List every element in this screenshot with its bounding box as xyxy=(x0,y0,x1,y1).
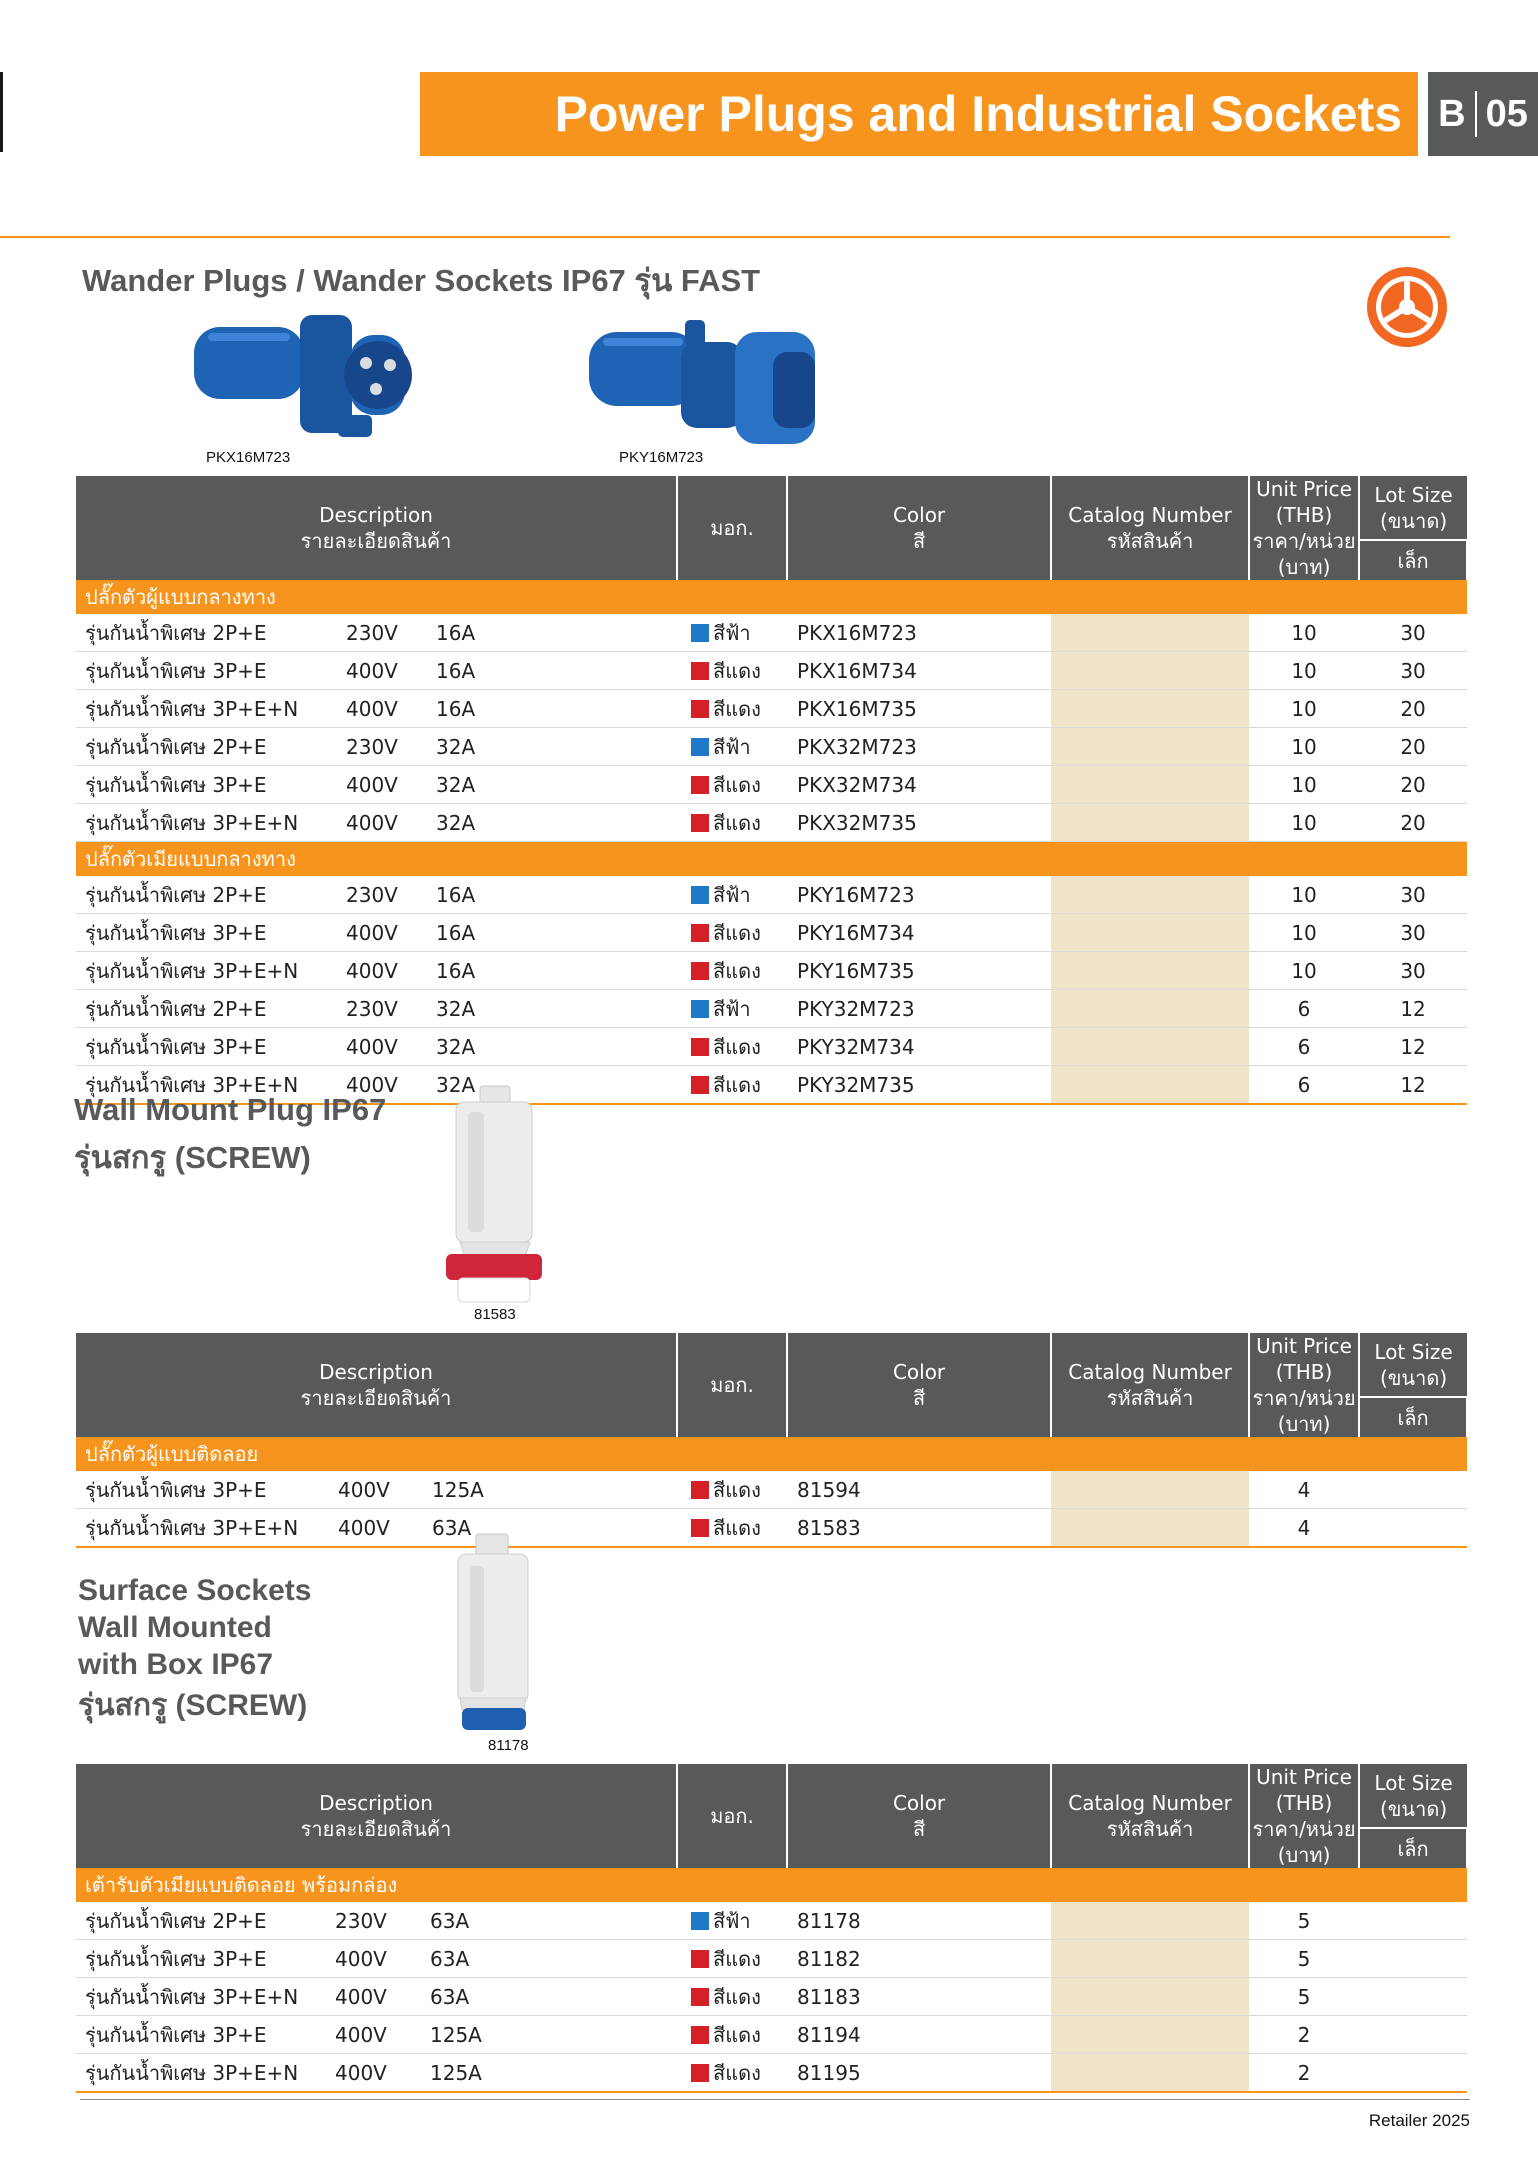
row-description: รุ่นกันน้ำพิเศษ 3P+E+N xyxy=(76,1978,335,2016)
fast-brand-logo-icon xyxy=(1365,265,1449,349)
row-lot-small: 10 xyxy=(1249,952,1359,990)
row-color xyxy=(677,952,787,990)
row-voltage: 400V xyxy=(338,1509,432,1548)
row-lot-small: 5 xyxy=(1249,1978,1359,2016)
header-rule xyxy=(0,236,1450,238)
row-catalog-number: PKX16M734 xyxy=(787,652,1051,690)
color-swatch-icon xyxy=(691,662,709,680)
color-swatch-icon xyxy=(691,1076,709,1094)
row-unit-price xyxy=(1051,990,1249,1028)
row-lot-small: 10 xyxy=(1249,652,1359,690)
category-row xyxy=(76,580,1467,614)
row-tis xyxy=(547,1028,677,1066)
row-lot-small: 10 xyxy=(1249,914,1359,952)
col-tis: มอก. xyxy=(677,476,787,580)
table-row xyxy=(76,1471,1467,1509)
row-voltage: 230V xyxy=(346,614,436,652)
image-label-81583: 81583 xyxy=(474,1306,516,1323)
row-lot-large: 30 xyxy=(1359,614,1467,652)
row-unit-price xyxy=(1051,652,1249,690)
row-color-label: สีแดง xyxy=(713,1034,761,1059)
image-label-81178: 81178 xyxy=(488,1737,529,1754)
row-lot-large xyxy=(1359,2016,1467,2054)
row-lot-large: 12 xyxy=(1359,1028,1467,1066)
row-lot-large: 20 xyxy=(1359,728,1467,766)
row-color xyxy=(677,2016,787,2054)
row-color-label: สีฟ้า xyxy=(713,734,751,759)
row-lot-small: 6 xyxy=(1249,990,1359,1028)
row-lot-large: 12 xyxy=(1359,1066,1467,1105)
row-unit-price xyxy=(1051,876,1249,914)
col-lot-small: เล็ก xyxy=(1359,1397,1467,1437)
row-unit-price xyxy=(1051,804,1249,842)
row-voltage: 400V xyxy=(346,690,436,728)
color-swatch-icon xyxy=(691,814,709,832)
row-lot-large: 20 xyxy=(1359,766,1467,804)
row-color-label: สีแดง xyxy=(713,2060,761,2085)
color-swatch-icon xyxy=(691,1481,709,1499)
row-color xyxy=(677,1028,787,1066)
row-color xyxy=(677,1471,787,1509)
row-lot-small: 10 xyxy=(1249,690,1359,728)
row-catalog-number: PKX32M723 xyxy=(787,728,1051,766)
row-color-label: สีฟ้า xyxy=(713,996,751,1021)
table-row xyxy=(76,990,1467,1028)
row-color-label: สีแดง xyxy=(713,810,761,835)
row-voltage: 230V xyxy=(346,728,436,766)
row-voltage: 400V xyxy=(346,766,436,804)
row-lot-large xyxy=(1359,1471,1467,1509)
row-lot-large xyxy=(1359,2054,1467,2093)
col-description: Description รายละเอียดสินค้า xyxy=(76,476,677,580)
row-current: 32A xyxy=(436,804,547,842)
col-catalog: Catalog Number รหัสสินค้า xyxy=(1051,1333,1249,1437)
row-lot-small: 10 xyxy=(1249,804,1359,842)
row-lot-large xyxy=(1359,1902,1467,1940)
section-title-wander: Wander Plugs / Wander Sockets IP67 รุ่น FAST xyxy=(82,263,761,298)
row-catalog-number: 81594 xyxy=(787,1471,1051,1509)
row-color xyxy=(677,876,787,914)
row-current: 125A xyxy=(430,2054,546,2093)
row-color xyxy=(677,728,787,766)
row-voltage: 400V xyxy=(346,914,436,952)
page-title-bar xyxy=(420,72,1418,156)
row-lot-large: 12 xyxy=(1359,990,1467,1028)
col-lot-size: Lot Size (ขนาด) xyxy=(1359,1764,1467,1828)
row-description: รุ่นกันน้ำพิเศษ 3P+E+N xyxy=(76,804,346,842)
table-row xyxy=(76,1978,1467,2016)
wander-plug-image xyxy=(190,305,430,450)
row-lot-small: 5 xyxy=(1249,1902,1359,1940)
row-color xyxy=(677,804,787,842)
row-tis xyxy=(546,2054,677,2093)
row-unit-price xyxy=(1051,1902,1249,1940)
row-color xyxy=(677,614,787,652)
row-catalog-number: PKX16M735 xyxy=(787,690,1051,728)
row-catalog-number: 81182 xyxy=(787,1940,1051,1978)
row-color-label: สีแดง xyxy=(713,772,761,797)
color-swatch-icon xyxy=(691,1988,709,2006)
row-description: รุ่นกันน้ำพิเศษ 3P+E+N xyxy=(76,1509,338,1548)
table-row xyxy=(76,876,1467,914)
row-color-label: สีแดง xyxy=(713,1515,761,1540)
row-tis xyxy=(547,914,677,952)
category-title: เต้ารับตัวเมียแบบติดลอย พร้อมกล่อง xyxy=(76,1868,1467,1902)
wall-mount-table: Description รายละเอียดสินค้า มอก. Color สี Catalog Number รหัสสินค้า Unit Price (THB) ราคา/หน่วย (บาท) Lot Size (ขนาด) เล็ก ใหญ่ ปลั๊กตัวผู้แบบติดลอย รุ่นกันน้ำพิเศษ 3P+E 400V 125A สีแดง 81594 4 รุ่นกันน้ำพิเศษ 3P+E+N 400V 63A สีแดง 81583 4 xyxy=(76,1333,1467,1548)
table-row xyxy=(76,652,1467,690)
row-catalog-number: PKX32M735 xyxy=(787,804,1051,842)
row-current: 32A xyxy=(436,766,547,804)
row-unit-price xyxy=(1051,690,1249,728)
row-tis xyxy=(546,1902,677,1940)
col-price: Unit Price (THB) ราคา/หน่วย (บาท) xyxy=(1249,1333,1359,1437)
row-catalog-number: PKY32M735 xyxy=(787,1066,1051,1105)
row-lot-small: 10 xyxy=(1249,766,1359,804)
row-color xyxy=(677,2054,787,2093)
row-voltage: 400V xyxy=(346,804,436,842)
section-title-line: Wall Mounted xyxy=(78,1611,272,1644)
col-lot-size: Lot Size (ขนาด) xyxy=(1359,1333,1467,1397)
row-color-label: สีแดง xyxy=(713,958,761,983)
color-swatch-icon xyxy=(691,2026,709,2044)
color-swatch-icon xyxy=(691,1519,709,1537)
row-tis xyxy=(547,652,677,690)
chapter-tab xyxy=(1428,72,1538,156)
col-lot-size: Lot Size (ขนาด) xyxy=(1359,476,1467,540)
row-voltage: 400V xyxy=(346,652,436,690)
row-catalog-number: 81583 xyxy=(787,1509,1051,1548)
color-swatch-icon xyxy=(691,776,709,794)
color-swatch-icon xyxy=(691,1000,709,1018)
row-lot-large: 30 xyxy=(1359,652,1467,690)
row-unit-price xyxy=(1051,2016,1249,2054)
row-unit-price xyxy=(1051,1066,1249,1105)
section-title-wall-mount xyxy=(74,1092,386,1182)
table-row xyxy=(76,728,1467,766)
section-title-line: Surface Sockets xyxy=(78,1574,312,1607)
col-lot-small: เล็ก xyxy=(1359,1828,1467,1868)
row-color-label: สีแดง xyxy=(713,658,761,683)
row-lot-small: 4 xyxy=(1249,1509,1359,1548)
row-lot-large: 30 xyxy=(1359,952,1467,990)
row-unit-price xyxy=(1051,1509,1249,1548)
row-tis xyxy=(546,2016,677,2054)
table-row xyxy=(76,914,1467,952)
row-voltage: 400V xyxy=(335,1940,430,1978)
row-catalog-number: PKY16M723 xyxy=(787,876,1051,914)
row-current: 16A xyxy=(436,614,547,652)
row-catalog-number: 81178 xyxy=(787,1902,1051,1940)
row-lot-large: 30 xyxy=(1359,876,1467,914)
row-voltage: 400V xyxy=(335,2016,430,2054)
color-swatch-icon xyxy=(691,886,709,904)
row-color-label: สีแดง xyxy=(713,1946,761,1971)
row-description: รุ่นกันน้ำพิเศษ 3P+E+N xyxy=(76,952,346,990)
row-color-label: สีฟ้า xyxy=(713,1908,751,1933)
row-color xyxy=(677,690,787,728)
row-lot-small: 6 xyxy=(1249,1028,1359,1066)
row-voltage: 400V xyxy=(346,1066,436,1105)
row-lot-small: 10 xyxy=(1249,728,1359,766)
row-description: รุ่นกันน้ำพิเศษ 2P+E xyxy=(76,990,346,1028)
row-current: 125A xyxy=(432,1471,547,1509)
page-title: Power Plugs and Industrial Sockets xyxy=(554,86,1402,142)
col-color: Color สี xyxy=(787,1764,1051,1868)
col-catalog: Catalog Number รหัสสินค้า xyxy=(1051,1764,1249,1868)
col-color: Color สี xyxy=(787,476,1051,580)
row-tis xyxy=(546,1978,677,2016)
table-row xyxy=(76,766,1467,804)
footer-text: Retailer 2025 xyxy=(1368,2111,1470,2130)
table-row xyxy=(76,804,1467,842)
row-current: 32A xyxy=(436,1028,547,1066)
row-description: รุ่นกันน้ำพิเศษ 3P+E+N xyxy=(76,2054,335,2093)
section-title-line: Wall Mount Plug IP67 xyxy=(74,1092,387,1127)
row-lot-large xyxy=(1359,1978,1467,2016)
row-unit-price xyxy=(1051,1028,1249,1066)
row-color-label: สีแดง xyxy=(713,1984,761,2009)
col-price: Unit Price (THB) ราคา/หน่วย (บาท) xyxy=(1249,1764,1359,1868)
row-current: 16A xyxy=(436,952,547,990)
row-current: 32A xyxy=(436,990,547,1028)
row-current: 63A xyxy=(430,1902,546,1940)
row-current: 16A xyxy=(436,876,547,914)
row-lot-small: 2 xyxy=(1249,2016,1359,2054)
row-lot-large xyxy=(1359,1940,1467,1978)
row-color-label: สีแดง xyxy=(713,2022,761,2047)
row-catalog-number: 81183 xyxy=(787,1978,1051,2016)
row-tis xyxy=(547,690,677,728)
table-row xyxy=(76,2016,1467,2054)
row-color-label: สีแดง xyxy=(713,696,761,721)
row-color-label: สีแดง xyxy=(713,920,761,945)
chapter-letter: B xyxy=(1438,92,1466,135)
row-lot-small: 4 xyxy=(1249,1471,1359,1509)
col-description: Description รายละเอียดสินค้า xyxy=(76,1333,677,1437)
row-description: รุ่นกันน้ำพิเศษ 3P+E xyxy=(76,914,346,952)
row-color xyxy=(677,1902,787,1940)
row-unit-price xyxy=(1051,1978,1249,2016)
color-swatch-icon xyxy=(691,962,709,980)
row-catalog-number: PKX16M723 xyxy=(787,614,1051,652)
row-unit-price xyxy=(1051,914,1249,952)
row-lot-large: 30 xyxy=(1359,914,1467,952)
row-description: รุ่นกันน้ำพิเศษ 2P+E xyxy=(76,728,346,766)
color-swatch-icon xyxy=(691,738,709,756)
col-tis: มอก. xyxy=(677,1764,787,1868)
row-tis xyxy=(547,876,677,914)
table-row xyxy=(76,1902,1467,1940)
row-current: 32A xyxy=(436,1066,547,1105)
col-tis: มอก. xyxy=(677,1333,787,1437)
row-current: 125A xyxy=(430,2016,546,2054)
row-voltage: 400V xyxy=(338,1471,432,1509)
row-unit-price xyxy=(1051,728,1249,766)
category-row xyxy=(76,1868,1467,1902)
surface-socket-table: Description รายละเอียดสินค้า มอก. Color สี Catalog Number รหัสสินค้า Unit Price (THB) ราคา/หน่วย (บาท) Lot Size (ขนาด) เล็ก ใหญ่ เต้ารับตัวเมียแบบติดลอย พร้อมกล่อง รุ่นกันน้ำพิเศษ 2P+E 230V 63A สีฟ้า 81178 5 รุ่นกันน้ำพิเศษ 3P+E 400V 63A สีแดง 81182 5 รุ่นกันน้ำพิเศษ 3P+E+N 400V 63A สีแดง 81183 5 รุ่นกันน้ำพิเศษ 3P+E 400V 125A สีแดง 81194 2 รุ่นกันน้ำพิเศษ 3P+E+N 400V 125A สีแดง 81195 2 xyxy=(76,1764,1467,2093)
row-current: 63A xyxy=(430,1978,546,2016)
row-description: รุ่นกันน้ำพิเศษ 3P+E xyxy=(76,652,346,690)
row-tis xyxy=(547,990,677,1028)
col-description: Description รายละเอียดสินค้า xyxy=(76,1764,677,1868)
color-swatch-icon xyxy=(691,624,709,642)
row-lot-large xyxy=(1359,1509,1467,1548)
color-swatch-icon xyxy=(691,1038,709,1056)
chapter-number: 05 xyxy=(1485,92,1528,135)
row-description: รุ่นกันน้ำพิเศษ 2P+E xyxy=(76,1902,335,1940)
row-color xyxy=(677,766,787,804)
row-voltage: 230V xyxy=(346,990,436,1028)
row-current: 16A xyxy=(436,690,547,728)
row-current: 32A xyxy=(436,728,547,766)
row-tis xyxy=(547,766,677,804)
row-unit-price xyxy=(1051,952,1249,990)
row-color-label: สีฟ้า xyxy=(713,882,751,907)
col-lot-small: เล็ก xyxy=(1359,540,1467,580)
table-row xyxy=(76,614,1467,652)
row-description: รุ่นกันน้ำพิเศษ 3P+E xyxy=(76,1028,346,1066)
row-description: รุ่นกันน้ำพิเศษ 3P+E xyxy=(76,766,346,804)
table-row xyxy=(76,690,1467,728)
row-lot-large: 20 xyxy=(1359,690,1467,728)
table-row xyxy=(76,952,1467,990)
row-catalog-number: PKY32M734 xyxy=(787,1028,1051,1066)
row-voltage: 230V xyxy=(335,1902,430,1940)
row-unit-price xyxy=(1051,2054,1249,2093)
footer-rule xyxy=(80,2099,1470,2100)
category-row xyxy=(76,842,1467,877)
row-tis xyxy=(547,1471,677,1509)
row-current: 63A xyxy=(430,1940,546,1978)
section-title-line: with Box IP67 xyxy=(78,1648,274,1681)
row-tis xyxy=(547,804,677,842)
table-row xyxy=(76,2054,1467,2093)
section-title-surface-sockets xyxy=(78,1572,311,1724)
row-tis xyxy=(547,728,677,766)
category-title: ปลั๊กตัวเมียแบบกลางทาง xyxy=(76,842,1467,877)
row-lot-large: 20 xyxy=(1359,804,1467,842)
col-catalog: Catalog Number รหัสสินค้า xyxy=(1051,476,1249,580)
row-tis xyxy=(547,614,677,652)
wall-mount-plug-image xyxy=(420,1082,590,1307)
table-row xyxy=(76,1940,1467,1978)
section-title-line: รุ่นสกรู (SCREW) xyxy=(78,1689,308,1722)
row-color xyxy=(677,652,787,690)
row-description: รุ่นกันน้ำพิเศษ 3P+E+N xyxy=(76,1066,346,1105)
row-tis xyxy=(546,1940,677,1978)
category-title: ปลั๊กตัวผู้แบบติดลอย xyxy=(76,1437,1467,1471)
row-tis xyxy=(547,952,677,990)
image-label-pky: PKY16M723 xyxy=(619,449,704,466)
row-description: รุ่นกันน้ำพิเศษ 2P+E xyxy=(76,876,346,914)
row-color xyxy=(677,1940,787,1978)
row-catalog-number: PKY16M735 xyxy=(787,952,1051,990)
table-row xyxy=(76,1509,1467,1548)
row-color xyxy=(677,1509,787,1548)
left-edge-mark xyxy=(0,72,3,152)
row-color-label: สีแดง xyxy=(713,1072,761,1097)
color-swatch-icon xyxy=(691,924,709,942)
wander-table: Description รายละเอียดสินค้า มอก. Color สี Catalog Number รหัสสินค้า Unit Price (THB) ราคา/หน่วย (บาท) Lot Size (ขนาด) เล็ก ใหญ่ ปลั๊กตัวผู้แบบกลางทาง รุ่นกันน้ำพิเศษ 2P+E 230V 16A สีฟ้า PKX16M723 10 30 รุ่นกันน้ำพิเศษ 3P+E 400V 16A สีแดง PKX16M734 10 30 รุ่นกันน้ำพิเศษ 3P+E+N 400V 16A สีแดง PKX16M735 10 20 รุ่นกันน้ำพิเศษ 2P+E 230V 32A สีฟ้า PKX32M723 10 20 รุ่นกันน้ำพิเศษ 3P+E 400V 32A สีแดง PKX32M734 10 20 รุ่นกันน้ำพิเศษ 3P+E+N 400V 32A สีแดง PKX32M735 10 20 ปลั๊กตัวเมียแบบกลางทาง รุ่นกันน้ำพิเศษ 2P+E 230V 16A สีฟ้า PKY16M723 10 30 รุ่นกันน้ำพิเศษ 3P+E 400V 16A สีแดง PKY16M734 10 30 รุ่นกันน้ำพิเศษ 3P+E+N 400V 16A สีแดง PKY16M735 10 30 รุ่นกันน้ำพิเศษ 2P+E 230V 32A สีฟ้า PKY32M723 6 12 รุ่นกันน้ำพิเศษ 3P+E 400V 32A สีแดง PKY32M734 6 12 รุ่นกันน้ำพิเศษ 3P+E+N 400V 32A สีแดง PKY32M735 6 12 xyxy=(76,476,1467,1105)
row-color xyxy=(677,1978,787,2016)
row-color xyxy=(677,1066,787,1105)
color-swatch-icon xyxy=(691,700,709,718)
row-lot-small: 5 xyxy=(1249,1940,1359,1978)
color-swatch-icon xyxy=(691,1950,709,1968)
color-swatch-icon xyxy=(691,1912,709,1930)
table-row xyxy=(76,1028,1467,1066)
row-unit-price xyxy=(1051,1940,1249,1978)
row-unit-price xyxy=(1051,1471,1249,1509)
row-voltage: 400V xyxy=(346,952,436,990)
row-catalog-number: PKY32M723 xyxy=(787,990,1051,1028)
row-voltage: 230V xyxy=(346,876,436,914)
chapter-divider xyxy=(1475,91,1477,137)
row-voltage: 400V xyxy=(335,1978,430,2016)
category-row xyxy=(76,1437,1467,1471)
row-color-label: สีฟ้า xyxy=(713,620,751,645)
wander-socket-image xyxy=(585,312,820,452)
row-current: 16A xyxy=(436,914,547,952)
surface-socket-image xyxy=(440,1530,580,1735)
col-price: Unit Price (THB) ราคา/หน่วย (บาท) xyxy=(1249,476,1359,580)
row-unit-price xyxy=(1051,614,1249,652)
row-catalog-number: 81194 xyxy=(787,2016,1051,2054)
section-title-line: รุ่นสกรู (SCREW) xyxy=(74,1140,311,1175)
row-voltage: 400V xyxy=(335,2054,430,2093)
row-catalog-number: PKY16M734 xyxy=(787,914,1051,952)
image-label-pkx: PKX16M723 xyxy=(206,449,291,466)
row-catalog-number: PKX32M734 xyxy=(787,766,1051,804)
row-unit-price xyxy=(1051,766,1249,804)
row-color xyxy=(677,914,787,952)
row-voltage: 400V xyxy=(346,1028,436,1066)
color-swatch-icon xyxy=(691,2064,709,2082)
row-catalog-number: 81195 xyxy=(787,2054,1051,2093)
row-color xyxy=(677,990,787,1028)
row-current: 63A xyxy=(432,1509,547,1548)
row-color-label: สีแดง xyxy=(713,1477,761,1502)
row-current: 16A xyxy=(436,652,547,690)
row-lot-small: 10 xyxy=(1249,876,1359,914)
row-description: รุ่นกันน้ำพิเศษ 2P+E xyxy=(76,614,346,652)
row-description: รุ่นกันน้ำพิเศษ 3P+E+N xyxy=(76,690,346,728)
row-lot-small: 2 xyxy=(1249,2054,1359,2093)
row-lot-small: 10 xyxy=(1249,614,1359,652)
row-description: รุ่นกันน้ำพิเศษ 3P+E xyxy=(76,1940,335,1978)
col-color: Color สี xyxy=(787,1333,1051,1437)
row-lot-small: 6 xyxy=(1249,1066,1359,1105)
category-title: ปลั๊กตัวผู้แบบกลางทาง xyxy=(76,580,1467,614)
row-description: รุ่นกันน้ำพิเศษ 3P+E xyxy=(76,1471,338,1509)
row-description: รุ่นกันน้ำพิเศษ 3P+E xyxy=(76,2016,335,2054)
